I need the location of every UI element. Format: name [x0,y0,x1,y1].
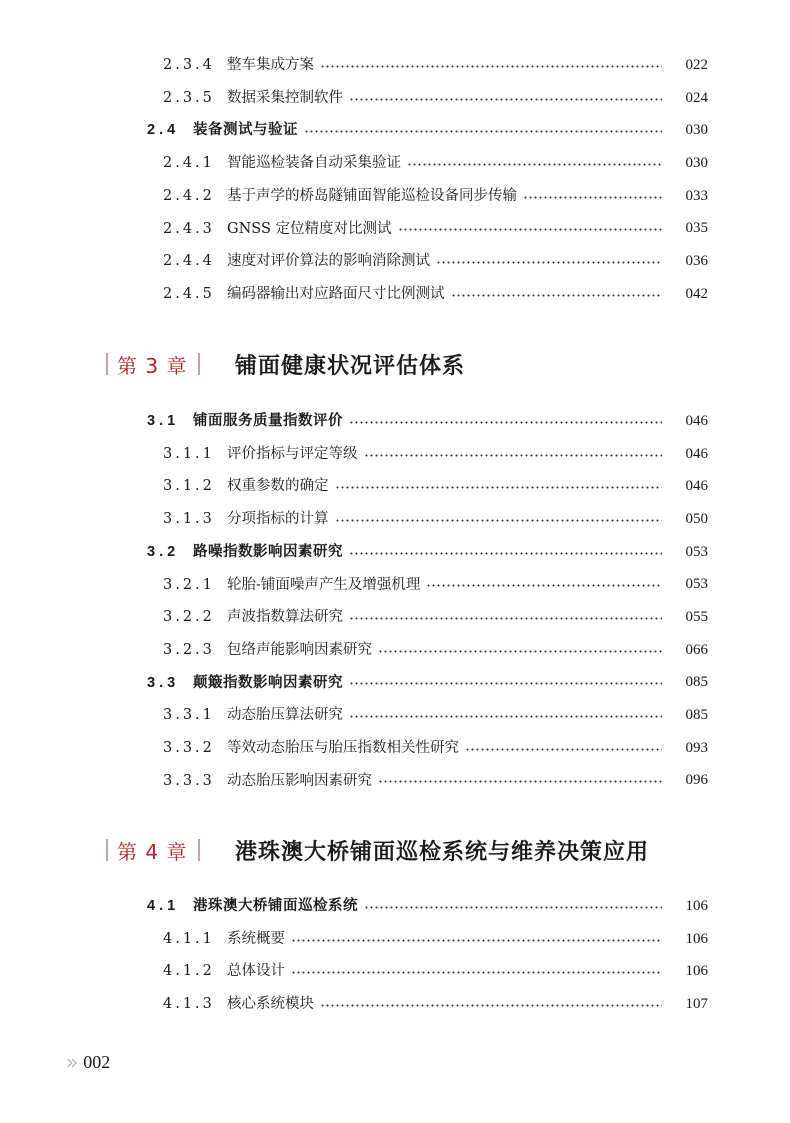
toc-subsection-entry [0,732,790,765]
toc-entry-page: 046 [685,412,708,429]
toc-entry-title: 数据采集控制软件 [227,89,343,106]
toc-subsection-entry [0,147,790,180]
toc-entry-title: 总体设计 [227,963,285,980]
toc-entry-number: 3.2.2 [163,609,215,626]
toc-entry-number: 2.4.2 [163,187,215,204]
toc-subsection-entry [0,955,790,988]
page-number: 002 [83,1051,111,1072]
toc-subsection-entry [0,82,790,115]
toc-entry-title: 编码器输出对应路面尺寸比例测试 [227,285,445,302]
toc-entry-title: 分项指标的计算 [227,511,329,528]
toc-chapter4-entries [0,890,790,1021]
toc-entry-page: 024 [685,89,708,106]
toc-subsection-entry [0,568,790,601]
toc-entry-page: 106 [685,897,708,914]
dot-leader [335,519,663,522]
toc-entry-number: 2.4.3 [163,220,215,237]
toc-chapter3-entries [0,405,790,797]
toc-entry-number: 3.1.3 [163,511,215,528]
chapter-3-title: 铺面健康状况评估体系 [235,354,466,379]
toc-section-entry [0,405,790,438]
dot-leader [426,584,662,587]
toc-subsection-entry [0,765,790,798]
chapter-4-heading [0,830,790,870]
toc-entry-page: 093 [685,739,708,756]
toc-entry-number: 3.2.1 [163,576,215,593]
dot-leader [349,98,662,101]
toc-entry-number: 3.1.1 [163,445,215,462]
dot-leader [378,650,662,653]
toc-chapter2-continuation [0,49,790,311]
chapter-4-title: 港珠澳大桥铺面巡检系统与维养决策应用 [235,840,650,865]
toc-entry-title: 路噪指数影响因素研究 [193,543,343,560]
toc-entry-number: 3.3 [147,674,180,691]
toc-entry-number: 3.1.2 [163,478,215,495]
chevron-double-right-icon: » [66,1050,76,1074]
toc-subsection-entry [0,923,790,956]
toc-entry-page: 035 [685,220,708,237]
toc-entry-page: 106 [685,930,708,947]
toc-entry-page: 053 [685,543,708,560]
toc-subsection-entry [0,988,790,1021]
toc-entry-number: 3.3.3 [163,772,215,789]
toc-entry-page: 053 [685,576,708,593]
toc-entry-page: 050 [685,510,708,527]
toc-subsection-entry [0,699,790,732]
toc-entry-page: 022 [685,56,708,73]
toc-section-entry [0,114,790,147]
dot-leader [349,715,662,718]
dot-leader [335,486,663,489]
dot-leader [378,780,662,783]
dot-leader [349,617,662,620]
toc-entry-title: 速度对评价算法的影响消除测试 [227,253,430,270]
toc-entry-title: 动态胎压算法研究 [227,707,343,724]
toc-subsection-entry [0,470,790,503]
toc-entry-number: 3.3.2 [163,739,215,756]
toc-entry-number: 3.2 [147,543,180,560]
toc-entry-title: 系统概要 [227,930,285,947]
toc-entry-title: 等效动态胎压与胎压指数相关性研究 [227,739,459,756]
toc-entry-number: 4.1.2 [163,963,215,980]
toc-entry-page: 036 [685,252,708,269]
toc-entry-title: 包络声能影响因素研究 [227,641,372,658]
chapter-3-heading [0,344,790,384]
toc-entry-number: 3.1 [147,413,180,430]
toc-entry-number: 3.2.3 [163,641,215,658]
chapter-bar-left [106,353,108,375]
toc-subsection-entry [0,503,790,536]
dot-leader [349,421,662,424]
toc-entry-page: 096 [685,772,708,789]
chapter-4-label: 第 4 章 [117,840,188,864]
toc-entry-title: 评价指标与评定等级 [227,445,358,462]
chapter-bar-right [198,353,200,375]
toc-entry-number: 2.4.4 [163,253,215,270]
dot-leader [349,682,662,685]
toc-entry-page: 055 [685,608,708,625]
toc-entry-page: 085 [685,674,708,691]
toc-entry-page: 033 [685,187,708,204]
toc-entry-title: 轮胎-铺面噪声产生及增强机理 [227,576,421,593]
toc-entry-title: 铺面服务质量指数评价 [193,413,343,430]
toc-entry-title: 装备测试与验证 [193,122,298,139]
toc-entry-page: 106 [685,963,708,980]
toc-entry-page: 030 [685,122,708,139]
dot-leader [436,261,662,264]
toc-entry-page: 107 [685,995,708,1012]
toc-entry-number: 2.4 [147,122,180,139]
toc-subsection-entry [0,278,790,311]
chapter-3-label: 第 3 章 [117,354,188,378]
toc-entry-page: 030 [685,154,708,171]
toc-entry-number: 2.4.1 [163,155,215,172]
toc-entry-title: 权重参数的确定 [227,478,329,495]
toc-subsection-entry [0,438,790,471]
toc-entry-title: 核心系统模块 [227,996,314,1013]
dot-leader [451,294,663,297]
toc-entry-title: 基于声学的桥岛隧铺面智能巡检设备同步传输 [227,187,517,204]
toc-entry-number: 4.1 [147,898,180,915]
toc-entry-title: 智能巡检装备自动采集验证 [227,155,401,172]
toc-subsection-entry [0,634,790,667]
toc-entry-title: GNSS 定位精度对比测试 [227,220,392,237]
toc-entry-number: 2.3.4 [163,57,215,74]
toc-entry-title: 声波指数算法研究 [227,609,343,626]
dot-leader [304,130,662,133]
toc-entry-page: 046 [685,478,708,495]
toc-subsection-entry [0,49,790,82]
toc-entry-title: 颠簸指数影响因素研究 [193,674,343,691]
toc-entry-number: 4.1.3 [163,996,215,1013]
toc-entry-title: 动态胎压影响因素研究 [227,772,372,789]
dot-leader [320,1004,662,1007]
dot-leader [364,454,663,457]
toc-entry-number: 3.3.1 [163,707,215,724]
chapter-bar-left [106,839,108,861]
toc-subsection-entry [0,601,790,634]
toc-entry-title: 整车集成方案 [227,57,314,74]
page-footer [66,1050,110,1074]
toc-entry-page: 085 [685,707,708,724]
toc-entry-number: 2.4.5 [163,285,215,302]
dot-leader [291,939,662,942]
toc-entry-number: 2.3.5 [163,89,215,106]
toc-subsection-entry [0,245,790,278]
dot-leader [291,971,662,974]
dot-leader [523,196,662,199]
toc-entry-title: 港珠澳大桥铺面巡检系统 [193,898,358,915]
toc-subsection-entry [0,212,790,245]
dot-leader [398,228,663,231]
toc-entry-page: 042 [685,285,708,302]
dot-leader [465,748,662,751]
toc-section-entry [0,536,790,569]
toc-entry-page: 066 [685,641,708,658]
dot-leader [320,65,662,68]
dot-leader [349,552,662,555]
toc-section-entry [0,667,790,700]
chapter-bar-right [198,839,200,861]
toc-section-entry [0,890,790,923]
toc-subsection-entry [0,180,790,213]
toc-entry-number: 4.1.1 [163,930,215,947]
toc-entry-page: 046 [685,445,708,462]
dot-leader [364,906,662,909]
dot-leader [407,163,662,166]
